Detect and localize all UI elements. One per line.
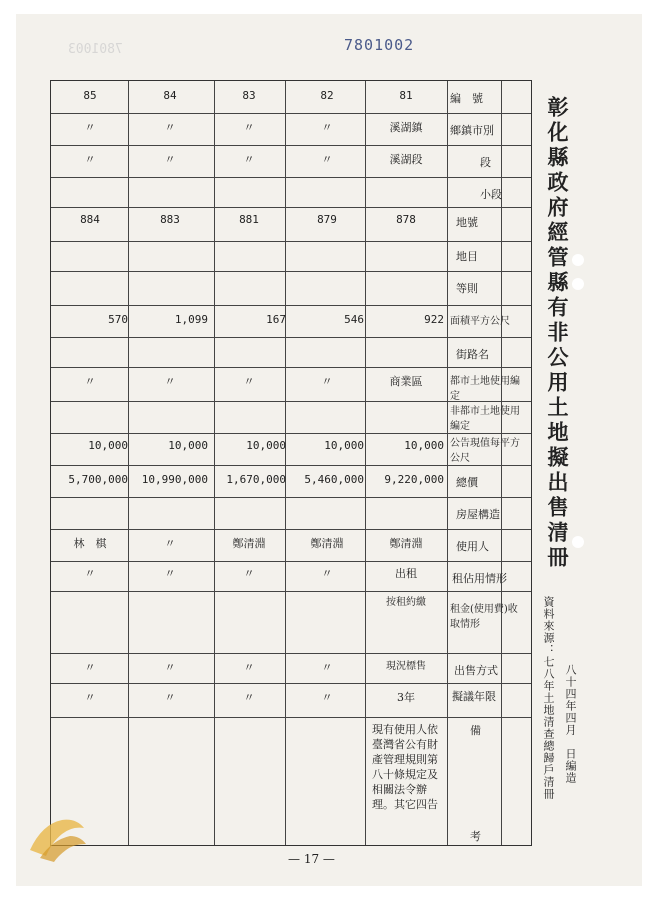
header-total: 總價: [456, 476, 478, 489]
cell-price: 10,000: [168, 439, 208, 452]
cell-district: 〃: [84, 121, 96, 134]
cell-district: 〃: [243, 121, 255, 134]
cell-total: 10,990,000: [141, 473, 208, 486]
cell-section: 〃: [321, 153, 333, 166]
header-no: 編 號: [450, 92, 483, 105]
cell-price: 10,000: [246, 439, 286, 452]
cell-method: 〃: [243, 661, 255, 674]
cell-price: 10,000: [404, 439, 444, 452]
cell-lease-note: 按租約繳: [386, 597, 426, 608]
cell-area: 1,099: [174, 313, 208, 326]
header-lease: 租佔用情形: [452, 572, 507, 585]
cell-contract: 〃: [243, 691, 255, 704]
cell-no: 85: [83, 89, 97, 102]
header-price: 公告現值每平方公尺: [450, 438, 520, 464]
header-rent: 租金(使用費)收取情形: [450, 604, 518, 630]
cell-area: 922: [424, 313, 444, 326]
header-land-type: 地目: [456, 250, 478, 263]
header-grade: 等則: [456, 282, 478, 295]
header-subsection: 小段: [480, 188, 502, 201]
cell-contract: 〃: [84, 691, 96, 704]
cell-urban-zoning: 〃: [164, 375, 176, 388]
document-number: 7801002: [344, 36, 415, 54]
compile-date: 八十四年四月 日編造: [564, 664, 577, 784]
cell-no: 81: [399, 89, 413, 102]
cell-lease: 〃: [84, 567, 96, 580]
header-section: 段: [480, 156, 491, 169]
ghost-document-number: 7801003: [68, 42, 123, 57]
cell-contract: 〃: [321, 691, 333, 704]
cell-lot: 884: [80, 213, 100, 226]
cell-district: 〃: [164, 121, 176, 134]
cell-total: 5,460,000: [304, 473, 364, 486]
header-method: 出售方式: [454, 664, 498, 677]
cell-price: 10,000: [324, 439, 364, 452]
cell-section: 〃: [164, 153, 176, 166]
cell-lease: 〃: [243, 567, 255, 580]
cell-area: 546: [344, 313, 364, 326]
cell-total: 9,220,000: [384, 473, 444, 486]
header-contract: 擬議年限: [452, 690, 496, 703]
header-remarks-top: 備: [470, 724, 481, 737]
cell-no: 84: [163, 89, 177, 102]
cell-contract: 3年: [397, 691, 415, 704]
cell-section: 〃: [243, 153, 255, 166]
cell-area: 167: [266, 313, 286, 326]
header-urban-zoning: 都市土地使用編定: [450, 376, 520, 402]
cell-section: 〃: [84, 153, 96, 166]
header-remarks-bottom: 考: [470, 830, 481, 843]
cell-section: 溪湖段: [389, 153, 423, 166]
binding-hole: [572, 536, 584, 548]
header-district: 鄉鎮市別: [450, 124, 494, 137]
cell-lease: 〃: [164, 567, 176, 580]
cell-lot: 879: [317, 213, 337, 226]
header-road: 街路名: [456, 348, 489, 361]
archive-logo-icon: [22, 806, 92, 866]
cell-method: 〃: [321, 661, 333, 674]
header-lot: 地號: [456, 216, 478, 229]
cell-lot: 881: [239, 213, 259, 226]
cell-user: 林 棋: [73, 537, 107, 550]
cell-contract: 〃: [164, 691, 176, 704]
cell-remark-text: 現有使用人依臺灣省公有財產管理規則第八十條規定及相關法令辦理。其它四告: [372, 723, 438, 811]
data-source: 資料來源：七八年土地清查總歸戶清冊: [542, 596, 555, 800]
cell-area: 570: [108, 313, 128, 326]
cell-urban-zoning: 〃: [321, 375, 333, 388]
cell-lot: 878: [396, 213, 416, 226]
header-user: 使用人: [456, 540, 489, 553]
cell-district: 溪湖鎮: [389, 121, 423, 134]
page-number: — 17 —: [288, 852, 335, 866]
cell-no: 83: [242, 89, 256, 102]
cell-district: 〃: [321, 121, 333, 134]
cell-user: 〃: [164, 537, 176, 550]
cell-total: 1,670,000: [226, 473, 286, 486]
cell-user: 鄭清淵: [232, 537, 266, 550]
cell-lot: 883: [160, 213, 180, 226]
cell-urban-zoning: 商業區: [389, 375, 423, 388]
cell-price: 10,000: [88, 439, 128, 452]
binding-hole: [572, 254, 584, 266]
cell-user: 鄭清淵: [310, 537, 344, 550]
cell-method: 〃: [84, 661, 96, 674]
header-area: 面積平方公尺: [450, 316, 510, 327]
cell-lease: 出租: [395, 567, 417, 580]
cell-total: 5,700,000: [68, 473, 128, 486]
cell-no: 82: [320, 89, 334, 102]
cell-urban-zoning: 〃: [84, 375, 96, 388]
cell-method: 現況標售: [386, 661, 426, 672]
cell-user: 鄭清淵: [389, 537, 423, 550]
cell-method: 〃: [164, 661, 176, 674]
header-building: 房屋構造: [456, 508, 500, 521]
cell-urban-zoning: 〃: [243, 375, 255, 388]
cell-lease: 〃: [321, 567, 333, 580]
document-title: 彰化縣政府經管縣有非公用土地擬出售清冊: [545, 96, 570, 571]
header-nonurban-zoning: 非都市土地使用編定: [450, 406, 520, 432]
binding-hole: [572, 278, 584, 290]
